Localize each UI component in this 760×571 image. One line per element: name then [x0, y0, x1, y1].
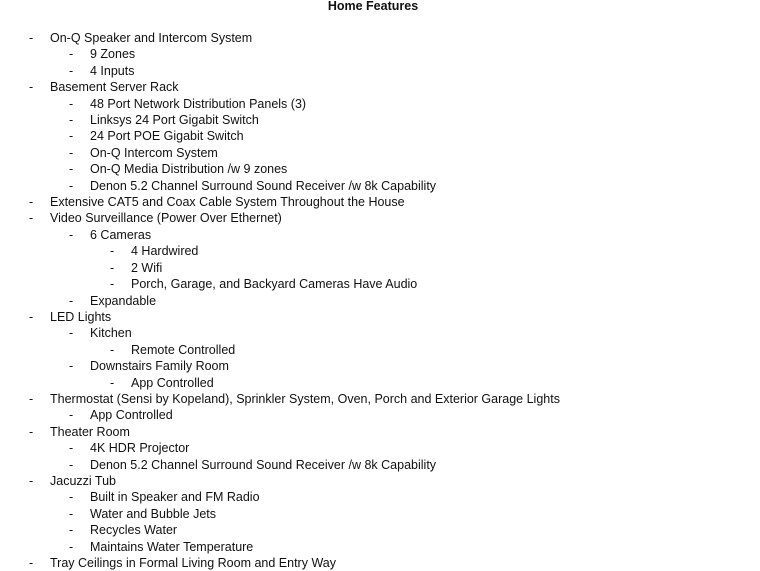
list-item-text: App Controlled [90, 408, 173, 423]
bullet-dash: - [69, 293, 74, 308]
list-item-text: Downstairs Family Room [90, 359, 229, 374]
bullet-dash: - [69, 227, 74, 242]
list-item-text: On-Q Intercom System [90, 145, 218, 160]
bullet-dash: - [69, 441, 74, 456]
list-item-text: Basement Server Rack [50, 80, 179, 95]
bullet-dash: - [69, 96, 74, 111]
bullet-dash: - [69, 145, 74, 160]
list-item-text: 4K HDR Projector [90, 441, 190, 456]
list-item-text: 4 Hardwired [131, 244, 199, 259]
bullet-dash: - [69, 539, 74, 554]
bullet-dash: - [69, 457, 74, 472]
list-item-text: Built in Speaker and FM Radio [90, 490, 260, 505]
list-item-text: 4 Inputs [90, 63, 135, 78]
list-item-text: Tray Ceilings in Formal Living Room and Entry Way [50, 556, 336, 570]
list-item-text: Denon 5.2 Channel Surround Sound Receiver /w 8k Capability [90, 457, 437, 472]
list-item-text: 24 Port POE Gigabit Switch [90, 129, 244, 144]
bullet-dash: - [69, 326, 74, 341]
bullet-dash: - [110, 260, 115, 275]
bullet-dash: - [110, 375, 115, 390]
list-item-text: Water and Bubble Jets [90, 506, 216, 521]
bullet-dash: - [69, 506, 74, 521]
list-item-text: 6 Cameras [90, 227, 152, 242]
list-item-text: On-Q Speaker and Intercom System [50, 31, 253, 45]
page-title: Home Features [327, 0, 419, 13]
bullet-dash: - [69, 359, 74, 374]
bullet-dash: - [69, 490, 74, 505]
list-item-text: Remote Controlled [131, 342, 236, 357]
bullet-dash: - [29, 391, 34, 406]
list-item-text: Jacuzzi Tub [50, 473, 117, 488]
list-item-text: Extensive CAT5 and Coax Cable System Throughout the House [50, 195, 405, 210]
bullet-dash: - [110, 244, 115, 259]
list-item-text: 2 Wifi [131, 260, 163, 275]
list-item-text: On-Q Media Distribution /w 9 zones [90, 162, 288, 177]
list-item-text: 48 Port Network Distribution Panels (3) [90, 96, 307, 111]
list-item-text: Kitchen [90, 326, 132, 341]
list-item-text: Theater Room [50, 424, 130, 439]
bullet-dash: - [69, 408, 74, 423]
list-item-text: Porch, Garage, and Backyard Cameras Have Audio [131, 277, 418, 292]
bullet-dash: - [29, 424, 34, 439]
list-item-text: Linksys 24 Port Gigabit Switch [90, 113, 259, 128]
list-item-text: Maintains Water Temperature [90, 539, 254, 554]
bullet-dash: - [69, 113, 74, 128]
bullet-dash: - [29, 31, 34, 45]
bullet-dash: - [69, 162, 74, 177]
bullet-dash: - [69, 47, 74, 62]
list-item-text: App Controlled [131, 375, 214, 390]
bullet-dash: - [69, 63, 74, 78]
bullet-dash: - [29, 309, 34, 324]
bullet-dash: - [69, 178, 74, 193]
list-item-text: Denon 5.2 Channel Surround Sound Receiver /w 8k Capability [90, 178, 437, 193]
list-item-text: Thermostat (Sensi by Kopeland), Sprinkler System, Oven, Porch and Exterior Garage Lights [50, 391, 560, 406]
bullet-dash: - [69, 129, 74, 144]
bullet-dash: - [29, 211, 34, 226]
list-item-text: Expandable [90, 293, 157, 308]
bullet-dash: - [69, 523, 74, 538]
list-item-text: Video Surveillance (Power Over Ethernet) [50, 211, 282, 226]
bullet-dash: - [29, 556, 34, 570]
bullet-dash: - [110, 342, 115, 357]
bullet-dash: - [29, 473, 34, 488]
list-item-text: Recycles Water [90, 523, 178, 538]
bullet-dash: - [29, 195, 34, 210]
bullet-dash: - [29, 80, 34, 95]
bullet-dash: - [110, 277, 115, 292]
list-item-text: 9 Zones [90, 47, 136, 62]
list-item-text: LED Lights [50, 309, 112, 324]
